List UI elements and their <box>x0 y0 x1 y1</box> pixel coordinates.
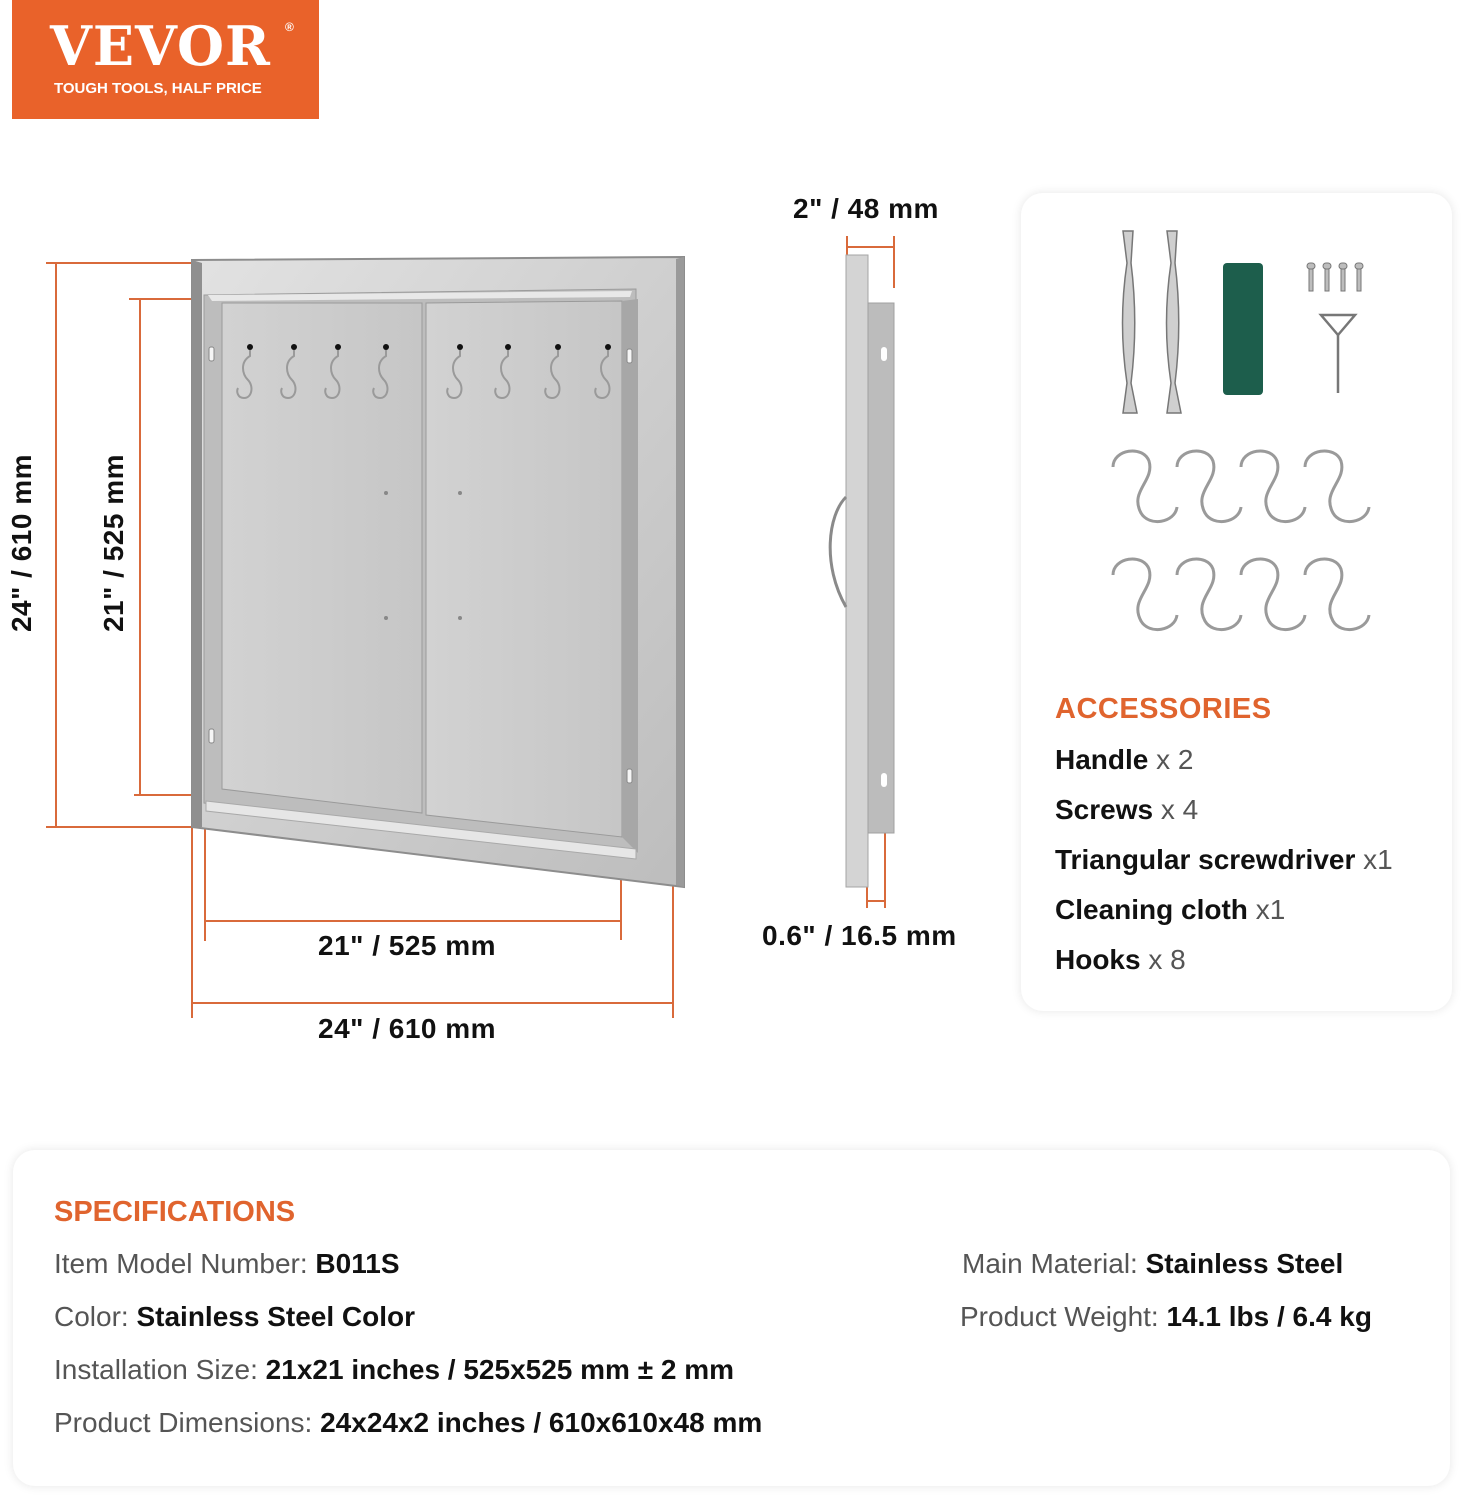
brand-tagline: TOUGH TOOLS, HALF PRICE <box>54 80 262 97</box>
spec-value: 14.1 lbs / 6.4 kg <box>1166 1301 1372 1332</box>
list-item <box>1055 892 1393 942</box>
accessory-name: Triangular screwdriver <box>1055 844 1356 875</box>
list-item <box>1055 942 1393 992</box>
screws-icon <box>1307 263 1363 291</box>
spec-row-material <box>962 1248 1343 1280</box>
depth-label: 2" / 48 mm <box>793 193 939 224</box>
spec-value: 24x24x2 inches / 610x610x48 mm <box>320 1407 763 1438</box>
accessory-qty: x 2 <box>1156 744 1194 775</box>
brand-logo <box>12 0 319 119</box>
list-item <box>1055 792 1393 842</box>
door-side-illustration <box>820 235 920 895</box>
accessories-list <box>1055 742 1393 992</box>
dim-line <box>46 262 192 264</box>
spec-row-model <box>54 1248 400 1280</box>
accessories-title: ACCESSORIES <box>1055 693 1272 725</box>
spec-value: Stainless Steel <box>1145 1248 1344 1279</box>
dim-line <box>55 262 57 828</box>
spec-label: Main Material: <box>962 1248 1146 1279</box>
accessories-illustration <box>1101 223 1381 663</box>
dim-line <box>46 826 192 828</box>
spec-label: Installation Size: <box>54 1354 266 1385</box>
accessory-qty: x1 <box>1363 844 1393 875</box>
dim-line <box>139 298 141 795</box>
inner-height-label: 21" / 525 mm <box>98 453 129 633</box>
accessory-qty: x 8 <box>1148 944 1186 975</box>
spec-value: Stainless Steel Color <box>136 1301 416 1332</box>
list-item <box>1055 842 1393 892</box>
spec-row-dimensions <box>54 1407 762 1439</box>
specifications-title: SPECIFICATIONS <box>54 1196 296 1228</box>
accessory-name: Hooks <box>1055 944 1141 975</box>
spec-row-weight <box>960 1301 1372 1333</box>
outer-width-label: 24" / 610 mm <box>318 1013 497 1044</box>
triangular-screwdriver-icon <box>1321 315 1355 393</box>
accessory-qty: x1 <box>1255 894 1286 925</box>
list-item <box>1055 742 1393 792</box>
spec-value: B011S <box>315 1248 400 1279</box>
accessory-qty: x 4 <box>1160 794 1199 825</box>
registered-mark: ® <box>285 20 294 34</box>
spec-label: Color: <box>54 1301 137 1332</box>
accessory-name: Handle <box>1055 744 1149 775</box>
inner-width-label: 21" / 525 mm <box>318 930 497 961</box>
accessory-name: Screws <box>1055 794 1154 825</box>
dim-line <box>204 920 622 922</box>
door-front-illustration <box>190 255 690 895</box>
cleaning-cloth-icon <box>1223 263 1263 395</box>
spec-row-installation-size <box>54 1354 734 1386</box>
brand-name: VEVOR <box>50 14 271 78</box>
dim-line <box>866 900 886 902</box>
s-hooks-icon <box>1113 451 1369 630</box>
dim-line <box>672 885 674 1018</box>
outer-height-label: 24" / 610 mm <box>6 453 37 633</box>
spec-label: Product Weight: <box>960 1301 1167 1332</box>
spec-value: 21x21 inches / 525x525 mm ± 2 mm <box>265 1354 735 1385</box>
spec-label: Item Model Number: <box>54 1248 316 1279</box>
spec-row-color <box>54 1301 415 1333</box>
spec-label: Product Dimensions: <box>54 1407 321 1438</box>
accessory-name: Cleaning cloth <box>1055 894 1248 925</box>
accessories-card <box>1021 193 1452 1011</box>
dim-line <box>191 1002 674 1004</box>
flange-label: 0.6" / 16.5 mm <box>762 920 957 951</box>
handle-icon <box>1123 231 1182 413</box>
specifications-card <box>13 1150 1450 1486</box>
